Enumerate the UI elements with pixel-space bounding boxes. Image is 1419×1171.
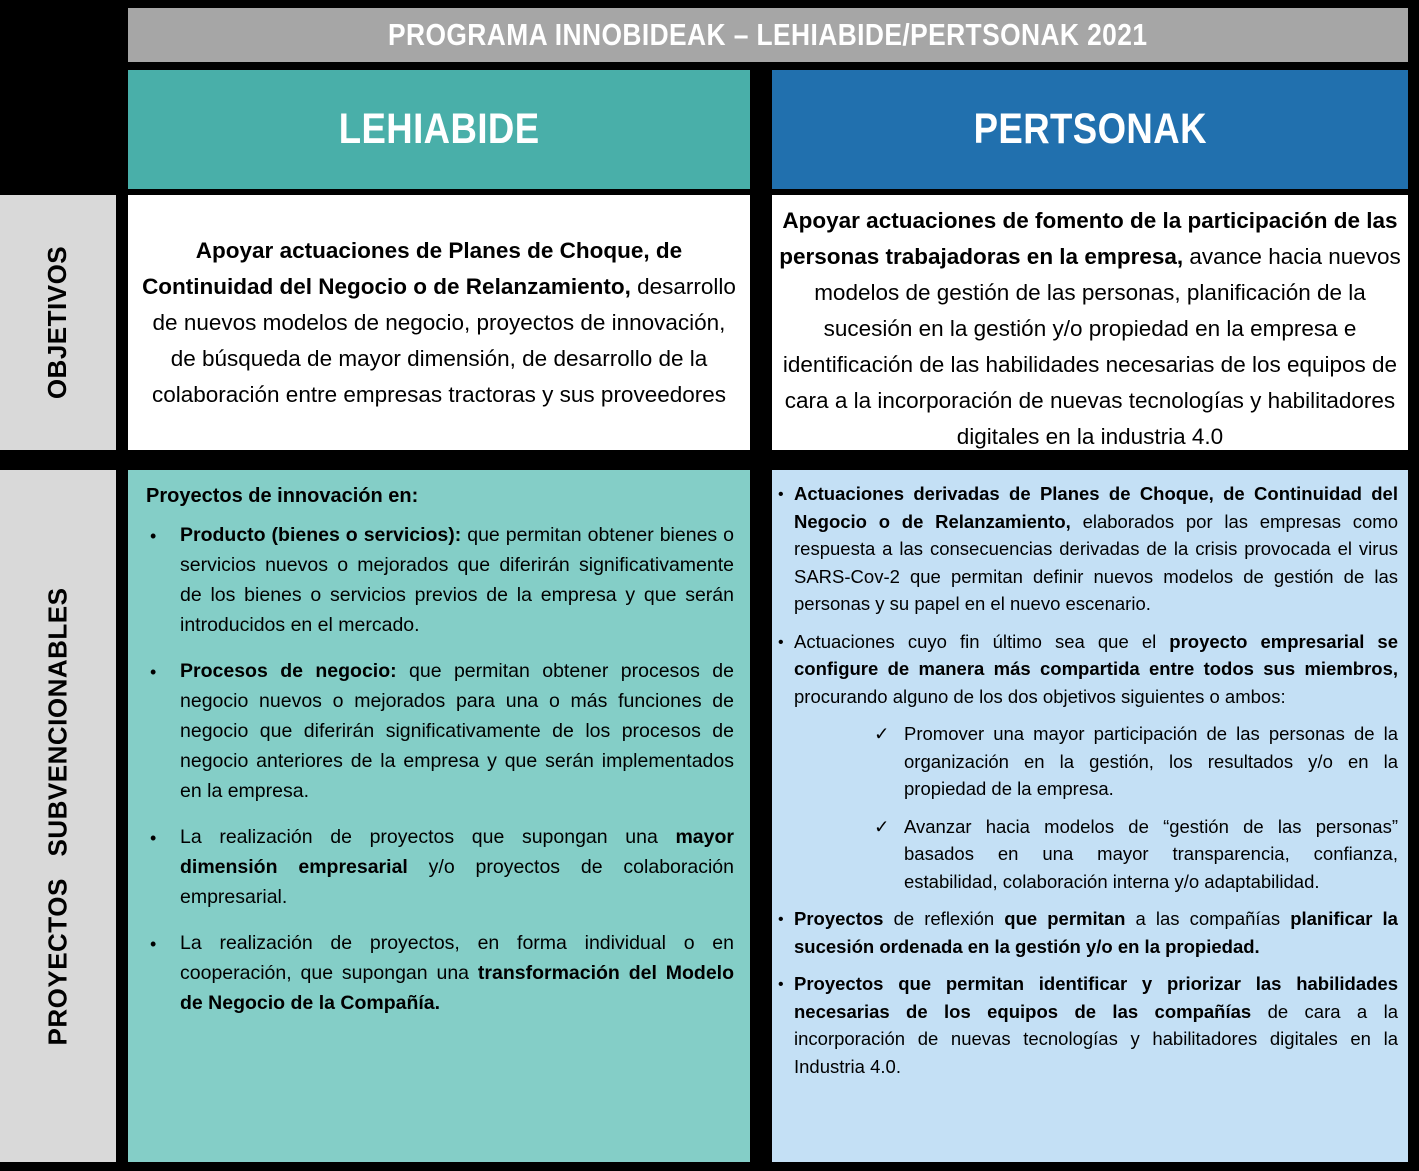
- objetivos-pertsonak-cell: [772, 195, 1408, 450]
- objetivos-pertsonak-text: [776, 203, 1404, 450]
- bullet-icon: •: [150, 662, 157, 682]
- bullet-item: [778, 480, 1398, 618]
- bullet-icon: •: [150, 934, 157, 954]
- program-title: PROGRAMA INNOBIDEAK – LEHIABIDE/PERTSONAK 2021: [388, 17, 1148, 52]
- check-icon: ✓: [874, 815, 890, 837]
- objetivos-pertsonak-bold: Apoyar actuaciones de fomento de la participación de las personas trabajadoras en la empresa,: [779, 208, 1398, 269]
- bullet-icon: •: [150, 828, 157, 848]
- objetivos-lehiabide-bold: Apoyar actuaciones de Planes de Choque, de Continuidad del Negocio o de Relanzamiento,: [142, 237, 683, 299]
- proyectos-lehiabide-list: [144, 520, 734, 1018]
- bullet-item: [778, 905, 1398, 960]
- item-text: Proyectos de reflexión que permitan a las compañías planificar la sucesión ordenada en la gestión y/o en la propiedad.: [794, 908, 1398, 957]
- item-text: Producto (bienes o servicios): que permitan obtener bienes o servicios nuevos o mejorados que diferirán significativamente de los bienes o servicios previos de la empresa y que serán introducidos en el mercado.: [180, 524, 734, 636]
- proyectos-lehiabide-intro: Proyectos de innovación en:: [146, 485, 419, 507]
- bullet-item: [150, 822, 734, 912]
- bullet-icon: •: [150, 526, 157, 546]
- row-label-objetivos: [0, 195, 116, 450]
- item-text: Promover una mayor participación de las personas de la organización en la gestión, los resultados y/o en la propiedad de la empresa.: [904, 723, 1398, 799]
- objetivos-lehiabide-text: [138, 233, 740, 413]
- bullet-icon: •: [778, 911, 784, 928]
- column-header-pertsonak: [772, 70, 1408, 189]
- check-icon: ✓: [874, 723, 890, 744]
- program-title-bar: [128, 8, 1408, 62]
- bullet-item: [778, 970, 1398, 1080]
- objetivos-lehiabide-cell: [128, 195, 750, 450]
- bullet-icon: •: [778, 633, 784, 651]
- proyectos-lehiabide-cell: [128, 470, 750, 1162]
- check-item: [778, 813, 1398, 896]
- item-text: Procesos de negocio: que permitan obtener procesos de negocio nuevos o mejorados para una o más funciones de negocio que diferirán significativamente de los procesos de negocio anteriores de la empresa y que serán implementados en la empresa.: [180, 660, 734, 802]
- item-text: Avanzar hacia modelos de “gestión de las personas” basados en una mayor transparencia, confianza, estabilidad, colaboración interna y/o adaptabilidad.: [904, 815, 1398, 892]
- pertsonak-header-label: PERTSONAK: [973, 105, 1207, 153]
- bullet-item: [150, 656, 734, 806]
- proyectos-pertsonak-cell: [772, 470, 1408, 1162]
- proyectos-pertsonak-list: [778, 480, 1398, 1080]
- lehiabide-header-label: LEHIABIDE: [338, 105, 540, 153]
- column-header-lehiabide: [128, 70, 750, 189]
- item-text: Actuaciones derivadas de Planes de Choque, de Continuidad del Negocio o de Relanzamiento, elaborados por las empresas como respuesta a las consecuencias derivadas de la crisis provocada el virus SARS-Cov-2 que permitan definir nuevos modelos de gestión de las personas y su papel en el nuevo escenario.: [794, 483, 1398, 614]
- bullet-item: [150, 928, 734, 1018]
- objetivos-lehiabide-rest: desarrollo de nuevos modelos de negocio, proyectos de innovación, de búsqueda de mayor dimensión, de desarrollo de la colaboración entre empresas tractoras y sus proveedores: [151, 273, 736, 407]
- check-item: [778, 720, 1398, 803]
- item-text: La realización de proyectos que supongan una mayor dimensión empresarial y/o proyectos de colaboración empresarial.: [180, 826, 734, 908]
- objetivos-label-text: OBJETIVOS: [42, 245, 73, 400]
- item-text: Actuaciones cuyo fin último sea que el proyecto empresarial se configure de manera más compartida entre todos sus miembros, procurando alguno de los dos objetivos siguientes o ambos:: [794, 630, 1399, 707]
- bullet-icon: •: [778, 486, 784, 503]
- item-text: Proyectos que permitan identificar y priorizar las habilidades necesarias de los equipos de las compañías de cara a la incorporación de nuevas tecnologías y habilitadores digitales en la Industria 4.0.: [794, 973, 1398, 1077]
- proyectos-label-text: PROYECTOS SUBVENCIONABLES: [42, 587, 73, 1045]
- bullet-icon: •: [778, 976, 784, 993]
- bullet-item: [778, 628, 1398, 711]
- row-label-proyectos: [0, 470, 116, 1162]
- bullet-item: [150, 520, 734, 640]
- objetivos-pertsonak-rest: avance hacia nuevos modelos de gestión de las personas, planificación de la sucesión en la gestión y/o propiedad en la empresa e identificación de las habilidades necesarias de los equipos de cara a la incorporación de nuevas tecnologías y habilitadores digitales en la industria 4.0: [782, 244, 1401, 449]
- item-text: La realización de proyectos, en forma individual o en cooperación, que supongan una transformación del Modelo de Negocio de la Compañía.: [180, 932, 734, 1014]
